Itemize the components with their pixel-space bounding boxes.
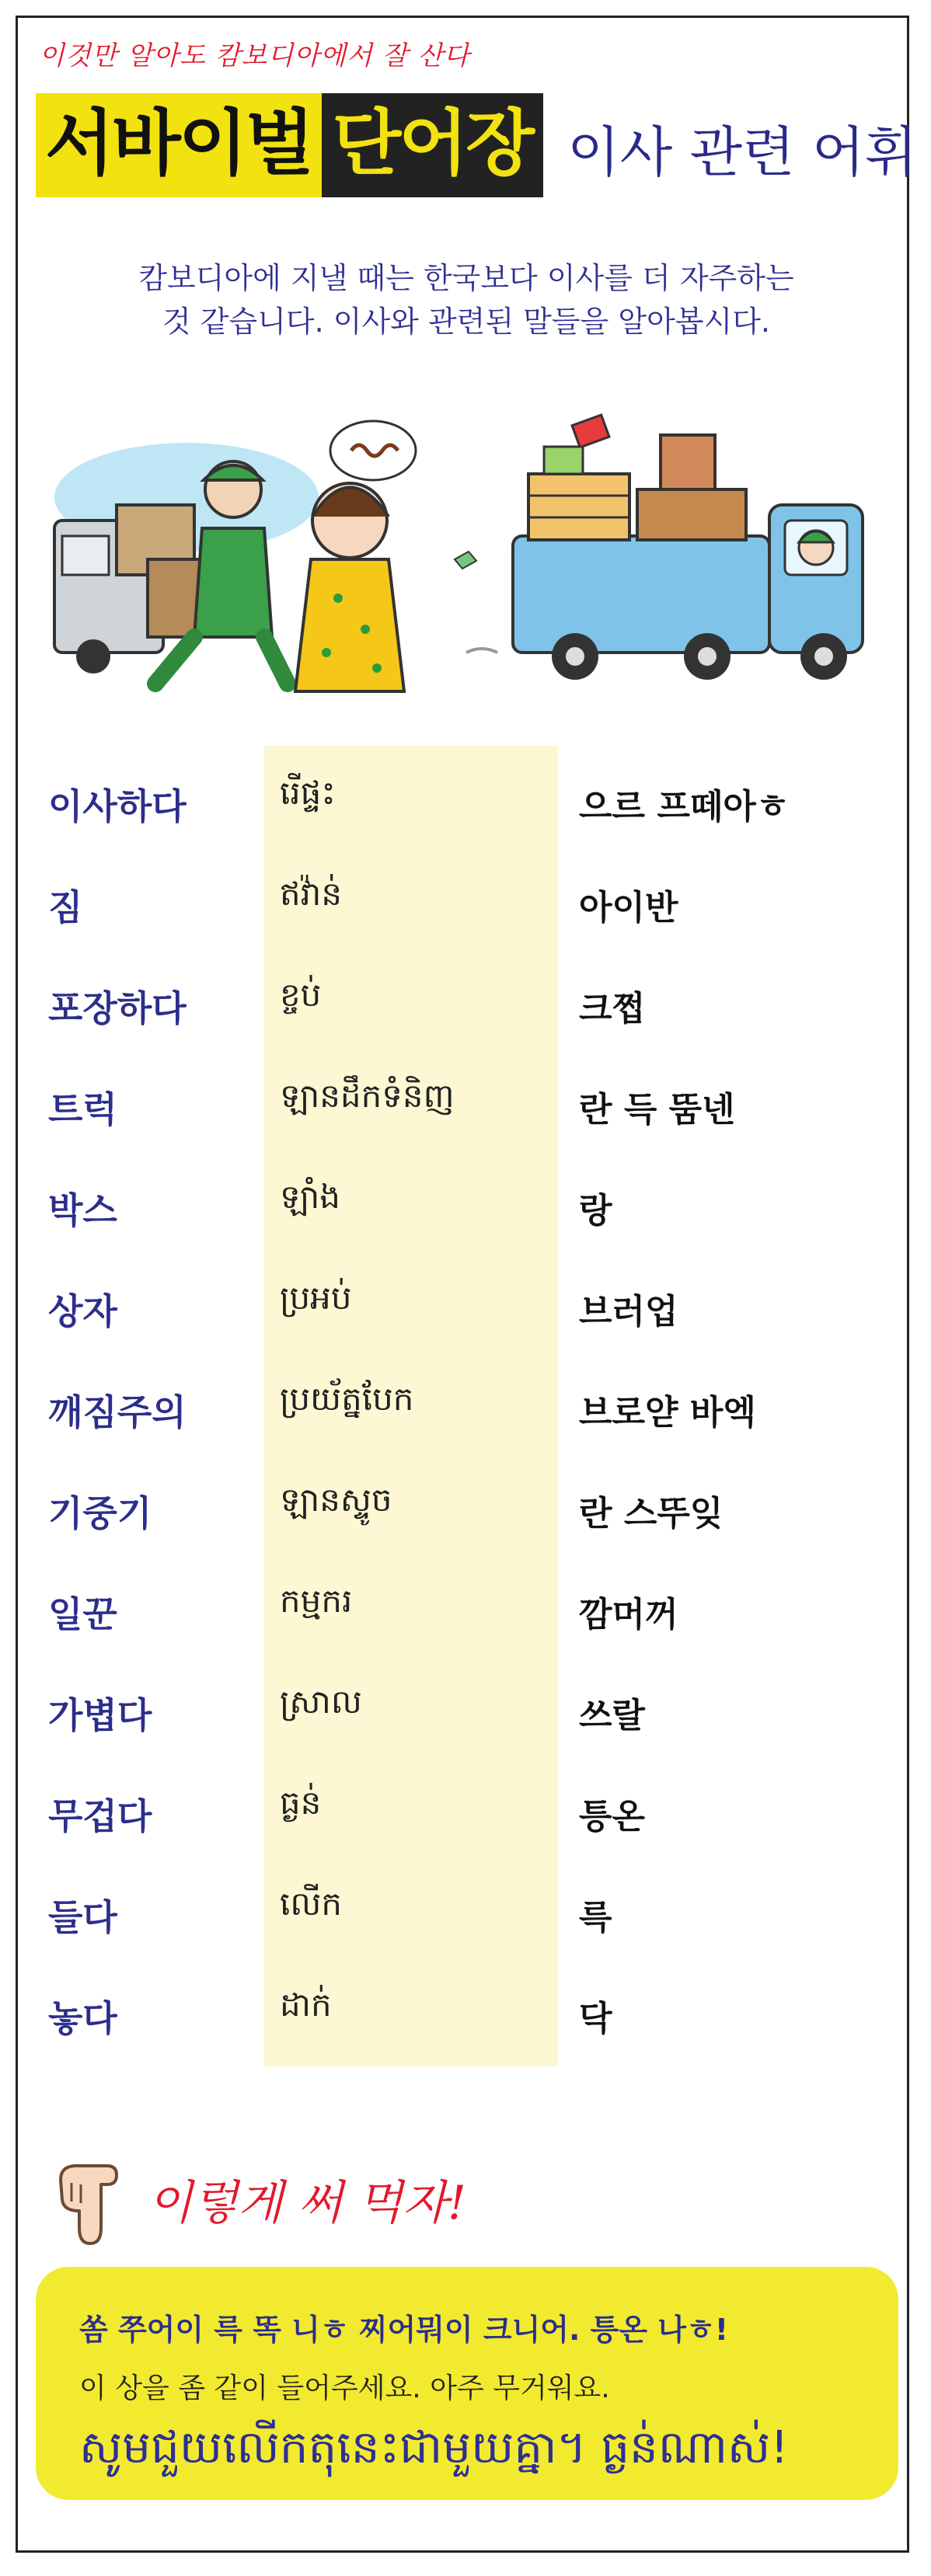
pronunciation: 닥 xyxy=(579,1999,612,2038)
korean-word: 이사하다 xyxy=(48,785,187,827)
korean-word: 가볍다 xyxy=(48,1694,152,1736)
pronunciation: 깜머꺼 xyxy=(579,1595,678,1634)
pronunciation: 아이반 xyxy=(579,888,678,928)
khmer-word: ស្រាល xyxy=(280,1683,362,1721)
intro-text xyxy=(47,256,886,343)
khmer-word: កម្មករ xyxy=(280,1582,353,1620)
pronunciation: 쓰랄 xyxy=(579,1696,646,1735)
khmer-word: ដាក់ xyxy=(280,1986,332,2024)
korean-word: 깨짐주의 xyxy=(48,1391,187,1433)
korean-word: 기중기 xyxy=(48,1492,152,1534)
khmer-word: រើផ្ទះ xyxy=(280,774,336,812)
khmer-word: ឡាំង xyxy=(280,1178,340,1216)
korean-word: 놓다 xyxy=(48,1997,117,2039)
list-item xyxy=(0,1251,931,1352)
title-wordbook: 단어장 xyxy=(322,93,544,197)
intro-line-2: 것 같습니다. 이사와 관련된 말들을 알아봅시다. xyxy=(162,305,770,339)
mover-illustration xyxy=(54,421,416,691)
moving-truck-illustration xyxy=(466,415,863,680)
khmer-word: ប្រអប់ xyxy=(280,1279,352,1317)
khmer-word: ឡានដឹកទំនិញ xyxy=(280,1077,455,1115)
korean-word: 일꾼 xyxy=(48,1593,117,1635)
list-item xyxy=(0,1150,931,1251)
pronunciation: 랑 xyxy=(579,1191,612,1231)
khmer-word: ធ្ងន់ xyxy=(280,1784,322,1822)
korean-word: 짐 xyxy=(48,886,83,928)
khmer-word: ប្រយ័ត្នបែក xyxy=(280,1380,414,1418)
khmer-word: ឡានស្ទូច xyxy=(280,1481,392,1519)
list-item xyxy=(0,1857,931,1958)
tagline: 이것만 알아도 캄보디아에서 잘 산다 xyxy=(39,40,470,71)
list-item xyxy=(0,847,931,948)
pronunciation: 란 득 뚬넨 xyxy=(579,1090,735,1130)
list-item xyxy=(0,948,931,1049)
pronunciation: 륵 xyxy=(579,1898,612,1937)
list-item xyxy=(0,1352,931,1453)
list-item xyxy=(0,1756,931,1857)
page-title xyxy=(36,93,543,197)
moving-illustrations xyxy=(31,404,901,699)
intro-line-1: 캄보디아에 지낼 때는 한국보다 이사를 더 자주하는 xyxy=(138,261,794,295)
khmer-word: លើក xyxy=(280,1885,342,1923)
list-item xyxy=(0,1554,931,1655)
khmer-word: ខ្ចប់ xyxy=(280,976,322,1014)
pronunciation: 브러업 xyxy=(579,1292,678,1332)
pronunciation: 란 스뚜잊 xyxy=(579,1494,724,1533)
korean-word: 박스 xyxy=(48,1189,117,1231)
pronunciation: 크쩝 xyxy=(579,989,646,1029)
list-item xyxy=(0,1958,931,2059)
pointing-hand-icon xyxy=(53,2157,134,2250)
korean-word: 들다 xyxy=(48,1896,117,1938)
list-item xyxy=(0,1453,931,1554)
example-pronunciation: 쏨 쭈어이 륵 똑 니ㅎ 찌어뭐이 크니어. 틍온 나ㅎ! xyxy=(79,2313,729,2347)
pronunciation: 브로얃 바엑 xyxy=(579,1393,756,1432)
topic-title: 이사 관련 어휘 xyxy=(567,120,918,184)
vocabulary-list xyxy=(0,746,931,2066)
example-korean: 이 상을 좀 같이 들어주세요. 아주 무거워요. xyxy=(79,2372,610,2404)
khmer-word: ឥវ៉ាន់ xyxy=(280,875,342,913)
pronunciation: 틍온 xyxy=(579,1797,646,1836)
korean-word: 상자 xyxy=(48,1290,117,1332)
title-survival: 서바이벌 xyxy=(36,93,322,197)
example-khmer: សូមជួយលើកតុនេះជាមួយគ្នា។ ធ្ងន់ណាស់! xyxy=(79,2421,789,2473)
korean-word: 포장하다 xyxy=(48,987,187,1029)
flying-bill-icon xyxy=(455,552,476,569)
list-item xyxy=(0,746,931,847)
pronunciation: 으르 프떼아ㅎ xyxy=(579,787,790,827)
practice-heading: 이렇게 써 먹자! xyxy=(148,2176,467,2230)
example-box xyxy=(36,2267,898,2500)
korean-word: 트럭 xyxy=(48,1088,117,1130)
korean-word: 무겁다 xyxy=(48,1795,152,1837)
list-item xyxy=(0,1655,931,1756)
list-item xyxy=(0,1049,931,1150)
